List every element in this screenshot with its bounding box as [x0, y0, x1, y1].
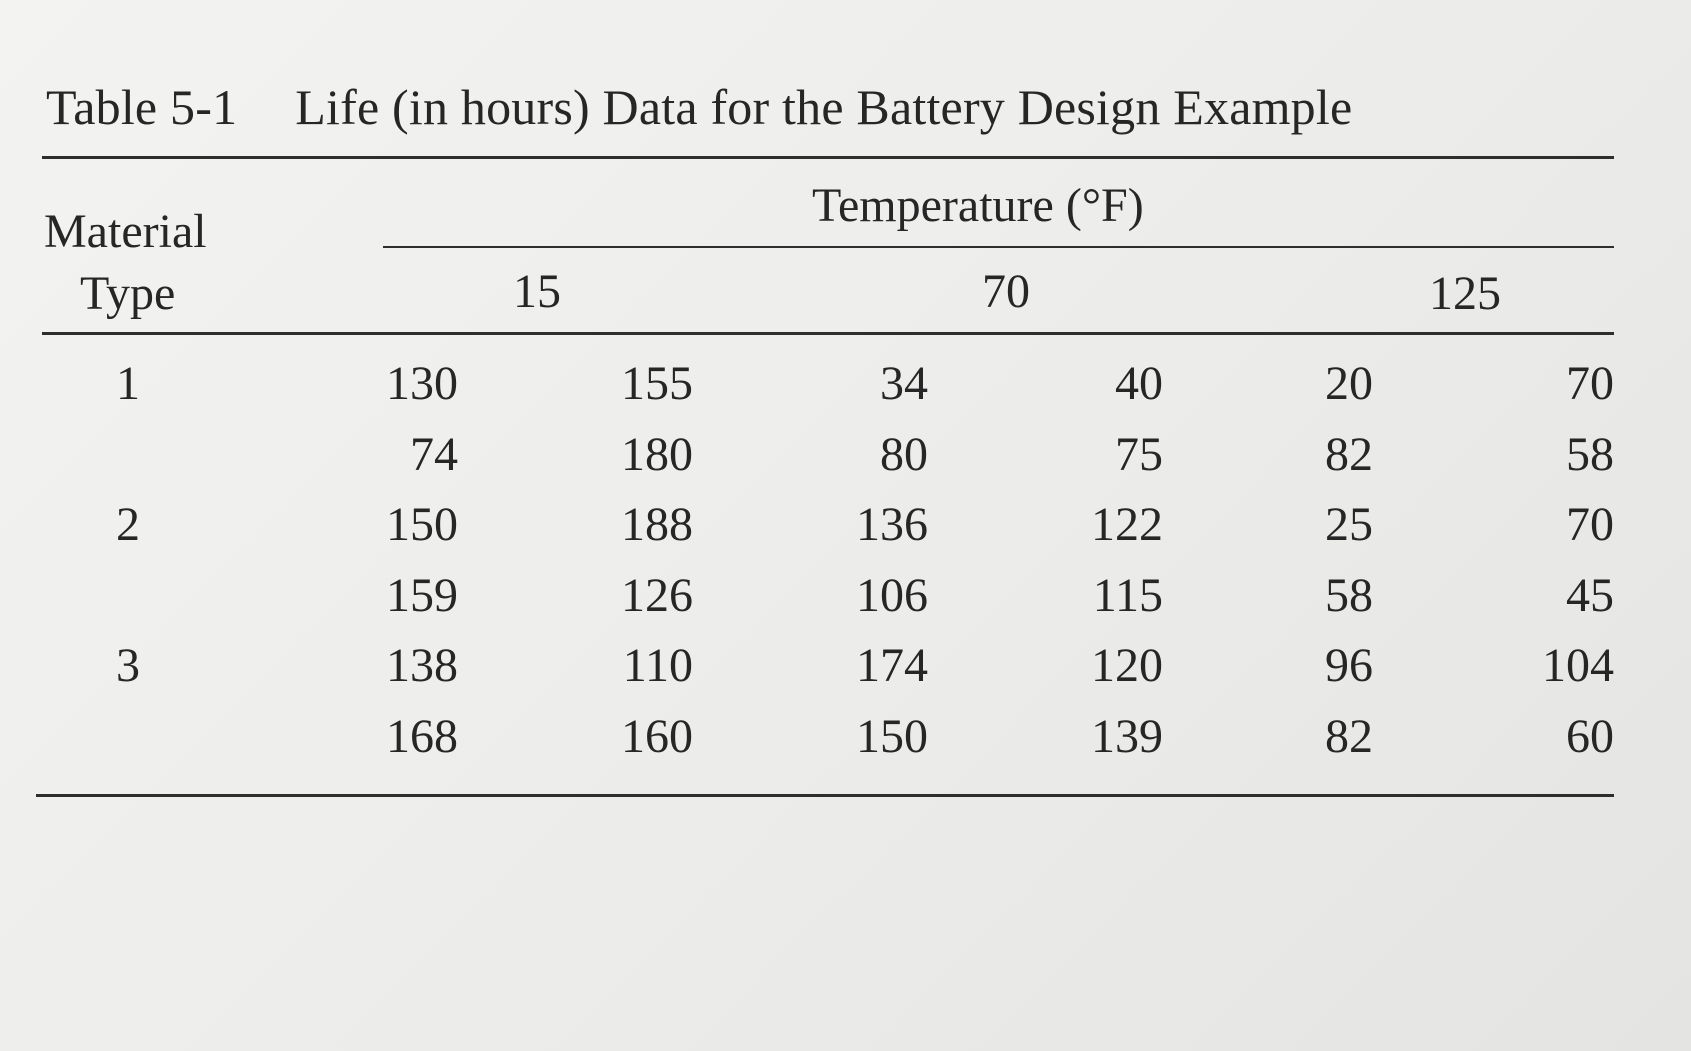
temp-header-15: 15 [513, 265, 561, 318]
life-value-cell: 126 [621, 569, 693, 622]
life-value-cell: 160 [621, 710, 693, 763]
life-value-cell: 70 [1566, 498, 1614, 551]
life-value-cell: 159 [386, 569, 458, 622]
table-caption [46, 79, 1353, 135]
life-value-cell: 150 [386, 498, 458, 551]
life-value-cell: 168 [386, 710, 458, 763]
life-value-cell: 82 [1325, 710, 1373, 763]
life-value-cell: 60 [1566, 710, 1614, 763]
material-type-cell: 2 [116, 498, 140, 551]
temp-header-70: 70 [982, 265, 1030, 318]
life-value-cell: 25 [1325, 498, 1373, 551]
life-value-cell: 80 [880, 428, 928, 481]
life-value-cell: 96 [1325, 639, 1373, 692]
life-value-cell: 150 [856, 710, 928, 763]
life-value-cell: 120 [1091, 639, 1163, 692]
life-value-cell: 122 [1091, 498, 1163, 551]
life-value-cell: 188 [621, 498, 693, 551]
life-value-cell: 180 [621, 428, 693, 481]
table-label: Table 5-1 [46, 79, 238, 135]
life-value-cell: 106 [856, 569, 928, 622]
life-value-cell: 75 [1115, 428, 1163, 481]
stub-header-material: Material [44, 205, 207, 258]
life-value-cell: 45 [1566, 569, 1614, 622]
life-value-cell: 82 [1325, 428, 1373, 481]
stub-header-type: Type [80, 267, 176, 320]
material-type-cell: 1 [116, 357, 140, 410]
life-value-cell: 40 [1115, 357, 1163, 410]
life-value-cell: 20 [1325, 357, 1373, 410]
life-value-cell: 58 [1566, 428, 1614, 481]
life-value-cell: 155 [621, 357, 693, 410]
temp-header-125: 125 [1429, 267, 1501, 320]
life-value-cell: 104 [1542, 639, 1614, 692]
life-value-cell: 130 [386, 357, 458, 410]
spanner-rule [383, 246, 1614, 248]
table-title: Life (in hours) Data for the Battery Design Example [295, 79, 1353, 135]
material-type-cell: 3 [116, 639, 140, 692]
top-rule [42, 156, 1614, 159]
life-value-cell: 58 [1325, 569, 1373, 622]
life-value-cell: 138 [386, 639, 458, 692]
bottom-rule [36, 794, 1614, 797]
temperature-spanner: Temperature (°F) [812, 179, 1144, 232]
header-rule [42, 332, 1614, 335]
life-value-cell: 34 [880, 357, 928, 410]
life-value-cell: 139 [1091, 710, 1163, 763]
life-value-cell: 115 [1092, 569, 1163, 622]
life-value-cell: 74 [410, 428, 458, 481]
life-value-cell: 136 [856, 498, 928, 551]
life-value-cell: 70 [1566, 357, 1614, 410]
life-value-cell: 174 [856, 639, 928, 692]
life-value-cell: 110 [622, 639, 693, 692]
